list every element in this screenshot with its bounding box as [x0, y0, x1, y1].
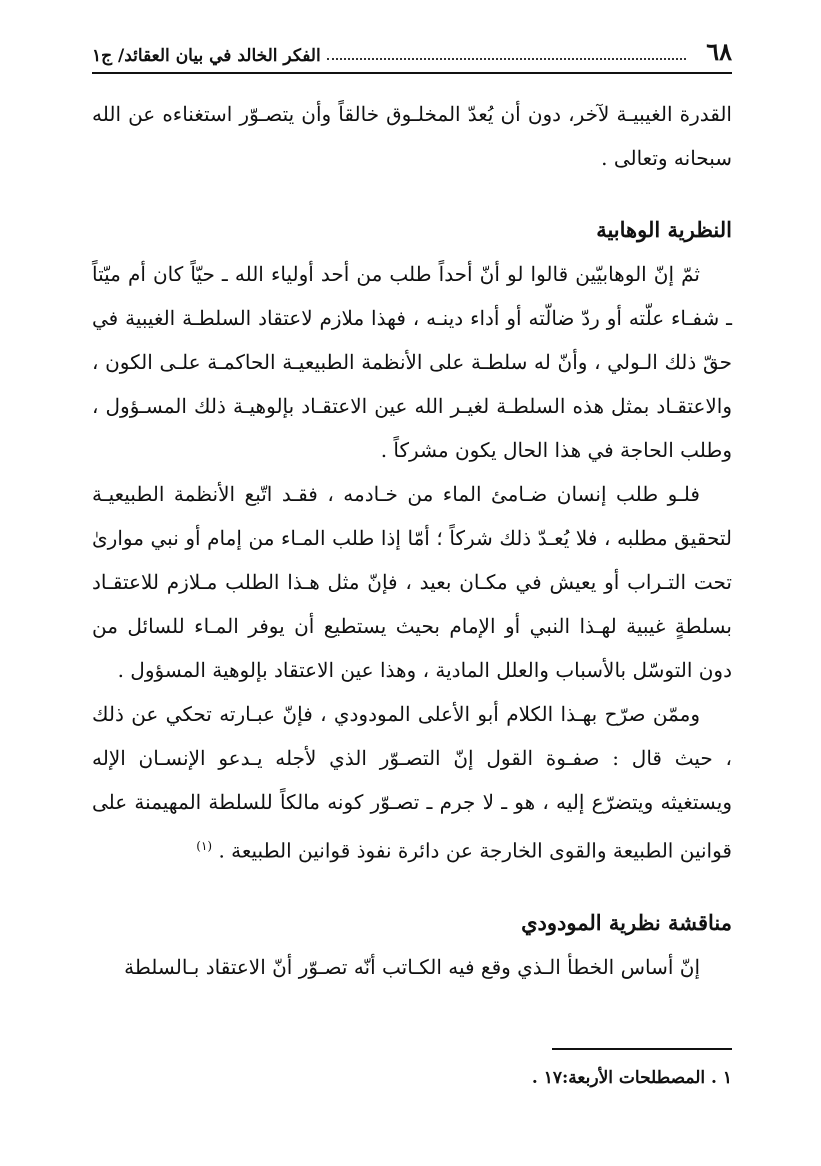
paragraph-wahhabi-claim: ثمّ إنّ الوهابيّين قالوا لو أنّ أحداً طلب من أحد أولياء الله ـ حيّاً كان أم ميّتاً ـ شفـاء علّته أو ردّ ضالّته أو أداء دينـه ، فهذا ملازم لاعتقاد السلطـة الغيبية في حقّ ذلك الـولي ، وأنّ له سلطـة على الأنظمة الطبيعيـة الحاكمـة علـى الكون ، والاعتقـاد بمثل هذه السلطـة لغيـر الله عين الاعتقـاد بإلوهيـة ذلك المسـؤول ، وطلب الحاجة في هذا الحال يكون مشركاً .: [92, 262, 732, 462]
mawdudi-quote-text: وممّن صرّح بهـذا الكلام أبو الأعلى المودودي ، فإنّ عبـارته تحكي عن ذلك ، حيث قال : صفـوة القول إنّ التصـوّر الذي لأجله يـدعو الإنسـان الإله ويستغيثه ويتضرّع إليه ، هو ـ لا جرم ـ تصـوّر كونه مالكاً للسلطة المهيمنة على قوانين الطبيعة والقوى الخارجة عن دائرة نفوذ قوانين الطبيعة .: [92, 702, 732, 863]
paragraph-mawdudi-quote: [92, 692, 732, 873]
page-number: ٦٨: [706, 37, 732, 66]
footnote-reference: (١): [196, 839, 213, 853]
paragraph-continuation: القدرة الغيبيـة لآخر، دون أن يُعدّ المخلـوق خالقاً وأن يتصـوّر استغناءه عن الله سبحانه وتعالى .: [92, 102, 732, 170]
book-title: الفكر الخالد في بيان العقائد/ ج١: [92, 46, 321, 66]
section-heading-wahhabi-theory: النظرية الوهابية: [596, 217, 732, 242]
paragraph-water-example: فلـو طلب إنسان ضـامئ الماء من خـادمه ، فقـد اتّبع الأنظمة الطبيعيـة لتحقيق مطلبه ، فلا يُعـدّ ذلك شركاً ؛ أمّا إذا طلب المـاء من إمام أو نبي موارىٰ تحت التـراب أو يعيش في مكـان بعيد ، فإنّ مثل هـذا الطلب مـلازم للاعتقـاد بسلطةٍ غيبية لهـذا النبي أو الإمام بحيث يستطيع أن يوفر المـاء للسائل من دون التوسّل بالأسباب والعلل المادية ، وهذا عين الاعتقاد بإلوهية المسؤول .: [92, 482, 732, 682]
body-text: [92, 92, 732, 989]
paragraph-discussion-start: إنّ أساس الخطأ الـذي وقع فيه الكـاتب أنّه تصـوّر أنّ الاعتقاد بـالسلطة: [124, 954, 700, 979]
header-leader-dots: [327, 58, 687, 60]
footnote: ١ . المصطلحات الأربعة:١٧ .: [531, 1068, 732, 1088]
section-heading-mawdudi-discussion: مناقشة نظرية المودودي: [521, 909, 732, 935]
running-head: [92, 37, 732, 74]
footnote-separator: [552, 1048, 732, 1050]
